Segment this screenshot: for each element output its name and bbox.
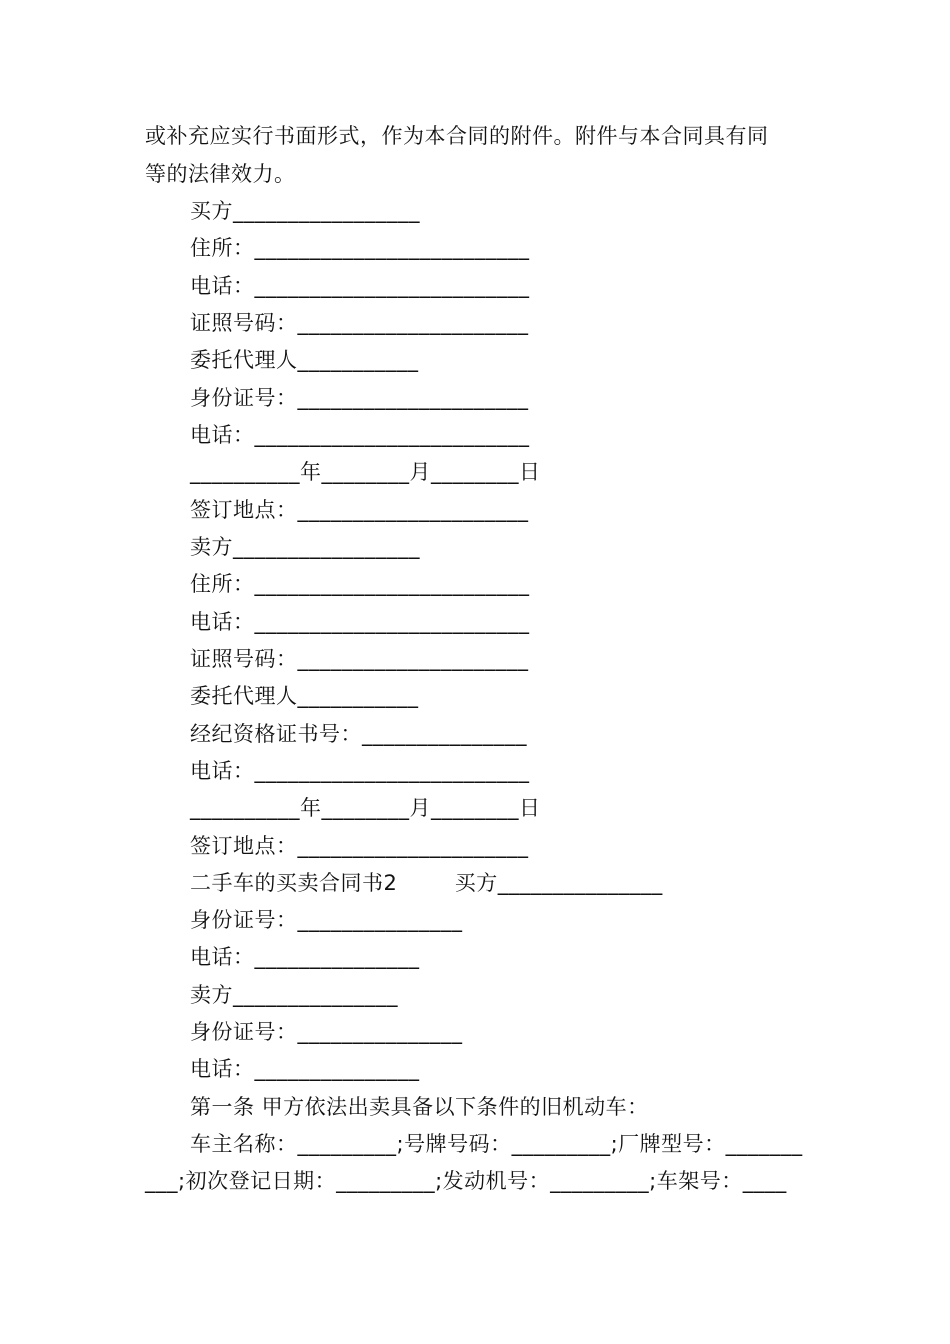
seller-address-field: 住所：_________________________ bbox=[190, 572, 530, 596]
buyer-agent-phone-field: 电话：_________________________ bbox=[190, 423, 530, 447]
buyer-sign-location-field: 签订地点：_____________________ bbox=[190, 498, 529, 522]
buyer-phone-field-2: 电话：_______________ bbox=[190, 945, 420, 969]
buyer-id-field-2: 身份证号：_______________ bbox=[190, 908, 463, 932]
seller-broker-cert-field: 经纪资格证书号：_______________ bbox=[190, 722, 527, 746]
article-1-heading: 第一条 甲方依法出卖具备以下条件的旧机动车： bbox=[190, 1095, 649, 1119]
buyer-phone-field: 电话：_________________________ bbox=[190, 274, 530, 298]
paragraph-line: 等的法律效力。 bbox=[145, 162, 296, 186]
seller-id-field-2: 身份证号：_______________ bbox=[190, 1020, 463, 1044]
vehicle-info-line-2: ___;初次登记日期：_________;发动机号：_________;车架号：____ bbox=[145, 1169, 787, 1193]
seller-agent-phone-field: 电话：_________________________ bbox=[190, 759, 530, 783]
seller-phone-field-2: 电话：_______________ bbox=[190, 1057, 420, 1081]
seller-license-field: 证照号码：_____________________ bbox=[190, 647, 529, 671]
seller-phone-field: 电话：_________________________ bbox=[190, 610, 530, 634]
buyer-address-field: 住所：_________________________ bbox=[190, 236, 530, 260]
buyer-license-field: 证照号码：_____________________ bbox=[190, 311, 529, 335]
seller-sign-location-field: 签订地点：_____________________ bbox=[190, 834, 529, 858]
seller-date-field: __________年________月________日 bbox=[190, 796, 541, 820]
seller-agent-field: 委托代理人___________ bbox=[190, 684, 419, 708]
seller-field-2: 卖方_______________ bbox=[190, 983, 398, 1007]
contract-2-heading: 二手车的买卖合同书2 买方_______________ bbox=[190, 871, 663, 895]
seller-field: 卖方_________________ bbox=[190, 535, 420, 559]
buyer-field: 买方_________________ bbox=[190, 199, 420, 223]
vehicle-info-line-1: 车主名称：_________;号牌号码：_________;厂牌型号：_______ bbox=[190, 1132, 803, 1156]
buyer-date-field: __________年________月________日 bbox=[190, 460, 541, 484]
buyer-id-field: 身份证号：_____________________ bbox=[190, 386, 529, 410]
buyer-agent-field: 委托代理人___________ bbox=[190, 348, 419, 372]
paragraph-line: 或补充应实行书面形式，作为本合同的附件。附件与本合同具有同 bbox=[145, 124, 769, 148]
